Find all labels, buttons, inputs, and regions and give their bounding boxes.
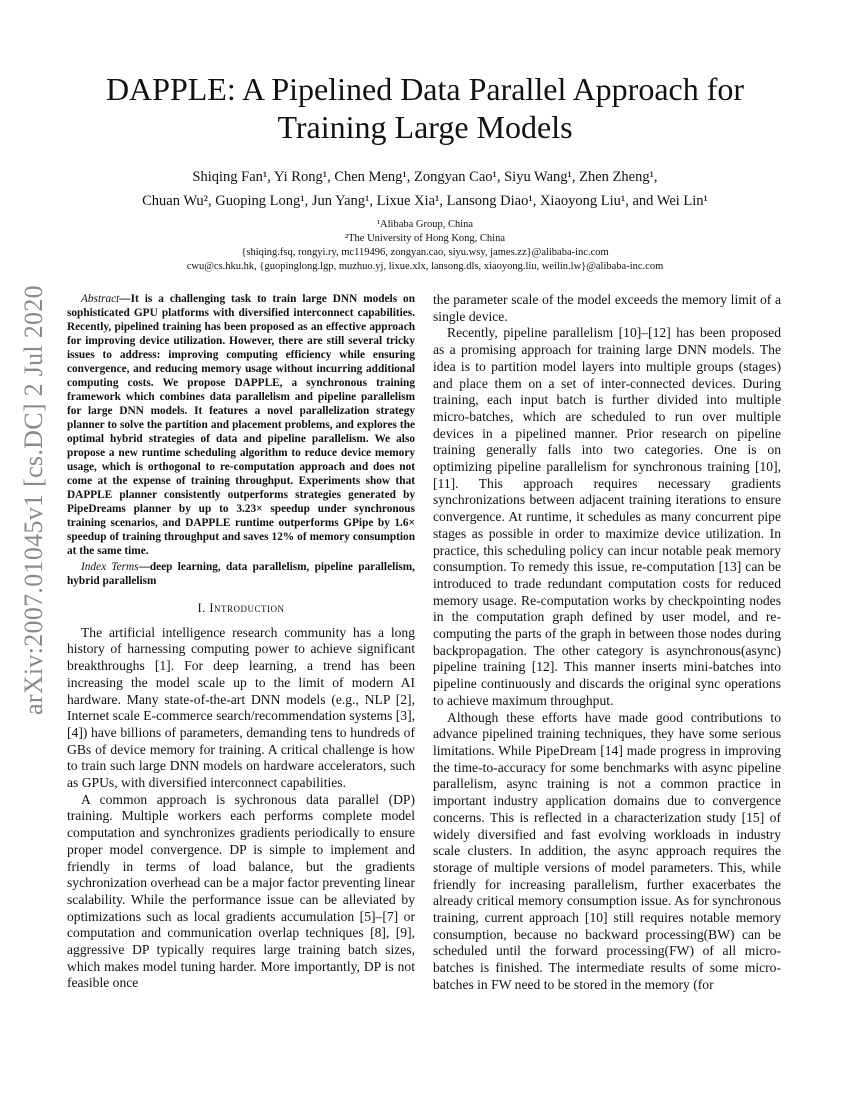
left-column [67,292,415,992]
affiliations [60,218,790,274]
intro-paragraph-4: Recently, pipeline parallelism [10]–[12] has been proposed as a promising approach for training large DNN models. The idea is to partition model layers into multiple groups (stages) and place them on a set of inter-connected devices. During training, each input batch is further divided into multiple micro-batches, which are scheduled to run over multiple devices in a pipelined manner. Prior research on pipeline training generally falls into two categories. One is on optimizing pipeline parallelism for synchronous training [10], [11]. This approach requires necessary gradients synchronizations between adjacent training iterations to ensure convergence. At runtime, it schedules as many concurrent pipe stages as possible in order to maximize device utilization. In practice, this scheduling policy can incur notable peak memory consumption. To remedy this issue, re-computation [13] can be introduced to trade redundant computation costs for reduced memory usage. Re-computation works by checkpointing nodes in the computation graph defined by user model, and re-computing the parts of the graph in between those nodes during backpropagation. The other category is asynchronous(async) pipeline training [12]. This manner inserts mini-batches into pipeline continuously and discards the original sync operations to achieve maximum throughput. [433,325,781,708]
arxiv-identifier-stamp: arXiv:2007.01045v1 [cs.DC] 2 Jul 2020 [19,285,48,715]
author-line-2: Chuan Wu², Guoping Long¹, Jun Yang¹, Lixue Xia¹, Lansong Diao¹, Xiaoyong Liu¹, and Wei Lin¹ [142,193,708,209]
intro-paragraph-2: A common approach is sychronous data parallel (DP) training. Multiple workers each performs complete model computation and synchronizes gradients periodically to ensure proper model convergence. DP is simple to implement and friendly in terms of load balance, but the gradients sychronization overhead can be a major factor preventing linear scalability. While the performance issue can be alleviated by optimizations such as local gradients accumulation [5]–[7] or computation and communication overlap techniques [8], [9], aggressive DP typically requires large training batch sizes, which makes model tuning harder. More importantly, DP is not feasible once [67,791,415,991]
intro-paragraph-5: Although these efforts have made good contributions to advance pipelined training techniques, they have some serious limitations. While PipeDream [14] made progress in improving the time-to-accuracy for some benchmarks with async pipeline parallelism, async training is not a common practice in important industry application domains due to convergence concerns. This is reflected in a characterization study [15] of widely diversified and fast evolving workloads in industry scale clusters. In addition, the async approach requires the storage of multiple versions of model parameters. This, while friendly for increasing parallelism, further exacerbates the already critical memory consumption issue. As for synchronous training, current approach [10] still requires notable memory consumption, because no backward processing(BW) can be scheduled until the forward processing(FW) of all micro-batches is finished. The intermediate results of some micro-batches in FW need to be stored in the memory (for [433,709,781,992]
abstract-text: —It is a challenging task to train large DNN models on sophisticated GPU platforms with diversified interconnect capabilities. Recently, pipelined training has been proposed as an effective approach for improving device utilization. However, there are still several tricky issues to address: improving computing efficiency while ensuring convergence, and reducing memory usage without incurring additional computing costs. We propose DAPPLE, a synchronous training framework which combines data parallelism and pipeline parallelism for large DNN models. It features a novel parallelization strategy planner to solve the partition and placement problems, and explores the optimal hybrid strategies of data and pipeline parallelism. We also propose a new runtime scheduling algorithm to reduce device memory usage, which is orthogonal to re-computation approach and does not come at the expense of training throughput. Experiments show that DAPPLE planner consistently outperforms strategies generated by PipeDreams planner by up to 3.23× speedup under synchronous training scenarios, and DAPPLE runtime outperforms GPipe by 1.6× speedup of training throughput and saves 12% of memory consumption at the same time. [67,293,415,557]
author-line-1: Shiqing Fan¹, Yi Rong¹, Chen Meng¹, Zongyan Cao¹, Siyu Wang¹, Zhen Zheng¹, [192,169,658,185]
affiliation-alibaba: ¹Alibaba Group, China [376,219,474,230]
paper-title: DAPPLE: A Pipelined Data Parallel Approach for Training Large Models [105,71,745,145]
abstract-label: Abstract [81,293,120,305]
emails-line-1: {shiqing.fsq, rongyi.ry, mc119496, zongyan.cao, siyu.wsy, james.zz}@alibaba-inc.com [241,247,609,258]
right-column [433,292,781,994]
index-terms [67,560,415,588]
abstract [67,292,415,558]
author-list [60,165,790,213]
affiliation-hku: ²The University of Hong Kong, China [344,233,506,244]
intro-paragraph-1: The artificial intelligence research community has a long history of harnessing computing power to achieve significant breakthroughs [1]. For deep learning, a trend has been increasing the model scale up to the limit of modern AI hardware. Many state-of-the-art DNN models (e.g., NLP [2], Internet scale E-commerce search/recommendation systems [3], [4]) have billions of parameters, demanding tens to hundreds of GBs of device memory for training. A critical challenge is how to train such large DNN models on hardware accelerators, such as GPUs, with diversified interconnect capabilities. [67,624,416,791]
section-heading-introduction: I. Introduction [197,601,285,615]
emails-line-2: cwu@cs.hku.hk, {guopinglong.lgp, muzhuo.yj, lixue.xlx, lansong.dls, xiaoyong.liu, weilin.lw}@alibaba-inc.com [186,261,664,272]
intro-paragraph-3: the parameter scale of the model exceeds the memory limit of a single device. [433,292,781,324]
index-terms-label: Index Terms [81,561,139,573]
index-terms-text: —deep learning, data parallelism, pipeline parallelism, hybrid parallelism [67,561,415,587]
